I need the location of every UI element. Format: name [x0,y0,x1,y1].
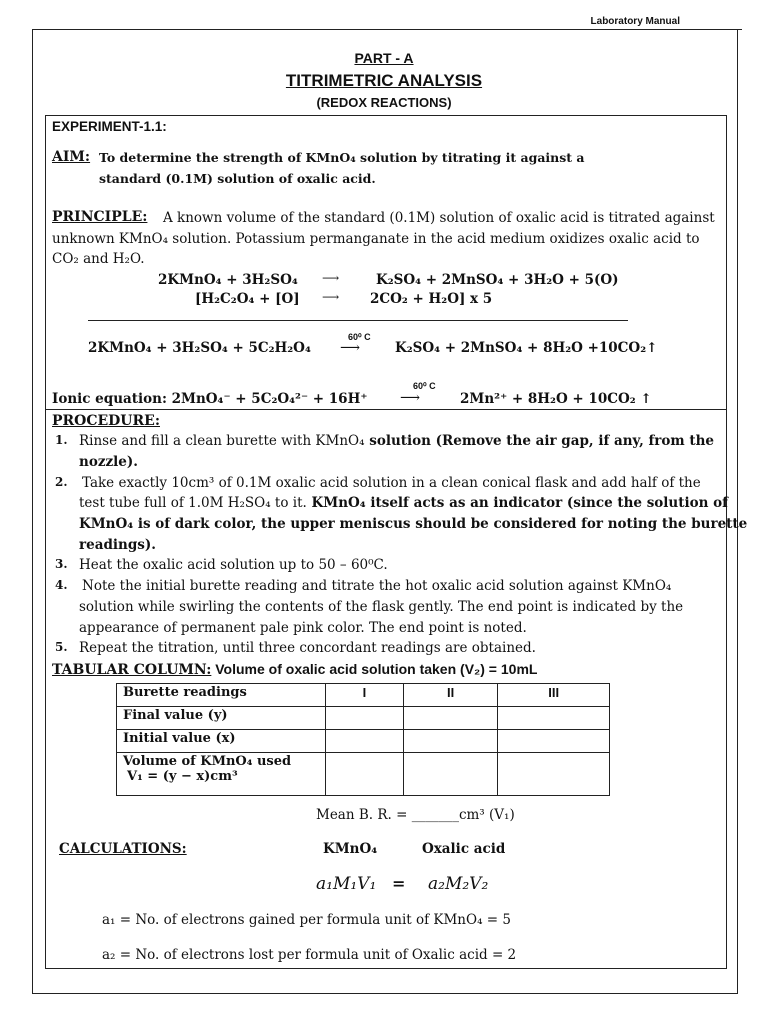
readings-table [116,683,610,796]
step-number-3: 3. [55,557,68,571]
page-subtitle: (REDOX REACTIONS) [316,95,452,110]
table-row [117,753,610,796]
table-cell [326,730,404,753]
step-2-line-4: readings). [79,537,156,553]
eq3-right: K₂SO₄ + 2MnSO₄ + 8H₂O +10CO₂↑ [395,340,658,356]
experiment-heading: EXPERIMENT-1.1: [52,119,167,134]
table-cell [326,707,404,730]
step-4-line-1: Note the initial burette reading and titrate the hot oxalic acid solution against KMnO₄ [82,578,672,594]
equation-divider [88,320,628,321]
calculations-label: CALCULATIONS: [59,841,187,857]
eq2-arrow: ⟶ [322,290,340,304]
table-cell [403,753,498,796]
table-row [117,730,610,753]
step-2-line-2: test tube full of 1.0M H₂SO₄ to it. KMnO₄ itself acts as an indicator (since the solution of [79,495,728,511]
formula-left: a₁M₁V₁ [316,874,377,894]
calc-col-oxalic: Oxalic acid [422,841,506,857]
table-header-cell: Burette readings [117,684,326,707]
eq3-arrow: ⟶ [340,340,361,356]
principle-line-2: unknown KMnO₄ solution. Potassium permanganate in the acid medium oxidizes oxalic acid to [52,231,700,247]
table-header-cell: II [403,684,498,707]
table-cell [403,730,498,753]
table-cell [498,707,610,730]
eq1-right: K₂SO₄ + 2MnSO₄ + 3H₂O + 5(O) [376,272,619,288]
table-cell [403,707,498,730]
part-heading: PART - A [354,50,414,66]
mean-burette-reading: Mean B. R. = _______cm³ (V₁) [316,807,515,823]
page-title: TITRIMETRIC ANALYSIS [285,71,483,90]
procedure-label: PROCEDURE: [52,413,160,429]
table-row-label: Initial value (x) [117,730,326,753]
aim-line-2: standard (0.1M) solution of oxalic acid. [99,171,376,186]
table-cell [498,753,610,796]
step-4-line-2: solution while swirling the contents of the flask gently. The end point is indicated by the [79,599,684,615]
step-5-line-1: Repeat the titration, until three concordant readings are obtained. [79,640,536,656]
tabular-heading: TABULAR COLUMN: Volume of oxalic acid solution taken (V₂) = 10mL [52,661,538,678]
table-row-label: Final value (y) [117,707,326,730]
table-row-label: Volume of KMnO₄ used V₁ = (y − x)cm³ [117,753,326,796]
a2-definition: a₂ = No. of electrons lost per formula unit of Oxalic acid = 2 [102,947,517,963]
header-label: Laboratory Manual [590,16,680,27]
aim-line-1: To determine the strength of KMnO₄ solution by titrating it against a [99,150,585,165]
step-number-2: 2. [55,475,68,489]
principle-line-3: CO₂ and H₂O. [52,251,145,267]
principle-label: PRINCIPLE: [52,209,148,225]
ionic-left: Ionic equation: 2MnO₄⁻ + 5C₂O₄²⁻ + 16H⁺ [52,391,368,407]
formula-right: a₂M₂V₂ [428,874,489,894]
step-4-line-3: appearance of permanent pale pink color. The end point is noted. [79,620,527,636]
eq1-arrow: ⟶ [322,271,340,285]
eq1-left: 2KMnO₄ + 3H₂SO₄ [158,272,298,288]
ionic-arrow: ⟶ [400,390,421,406]
calc-col-kmno4: KMnO₄ [323,841,378,857]
ionic-condition: 60⁰ C [413,381,436,391]
eq3-condition: 60⁰ C [348,332,371,342]
eq2-left: [H₂C₂O₄ + [O] [195,291,300,307]
eq3-left: 2KMnO₄ + 3H₂SO₄ + 5C₂H₂O₄ [88,340,311,356]
step-number-4: 4. [55,578,68,592]
step-1-line-2: nozzle). [79,454,138,470]
formula-equals: = [392,874,406,893]
a1-definition: a₁ = No. of electrons gained per formula unit of KMnO₄ = 5 [102,912,511,928]
step-3-line-1: Heat the oxalic acid solution up to 50 – 60⁰C. [79,557,388,573]
table-header-cell: I [326,684,404,707]
table-cell [498,730,610,753]
eq2-right: 2CO₂ + H₂O] x 5 [370,291,493,307]
aim-label: AIM: [52,149,91,165]
ionic-right: 2Mn²⁺ + 8H₂O + 10CO₂ ↑ [460,391,652,407]
table-header-row [117,684,610,707]
table-header-cell: III [498,684,610,707]
table-cell [326,753,404,796]
step-2-line-3: KMnO₄ is of dark color, the upper meniscus should be considered for noting the burette [79,516,748,532]
step-1-line-1: Rinse and fill a clean burette with KMnO₄ solution (Remove the air gap, if any, from the [79,433,715,449]
step-number-5: 5. [55,640,68,654]
step-number-1: 1. [55,433,68,447]
principle-line-1: A known volume of the standard (0.1M) solution of oxalic acid is titrated against [163,210,715,226]
table-row [117,707,610,730]
section-divider [45,409,727,410]
step-2-line-1: Take exactly 10cm³ of 0.1M oxalic acid solution in a clean conical flask and add half of the [82,475,701,491]
